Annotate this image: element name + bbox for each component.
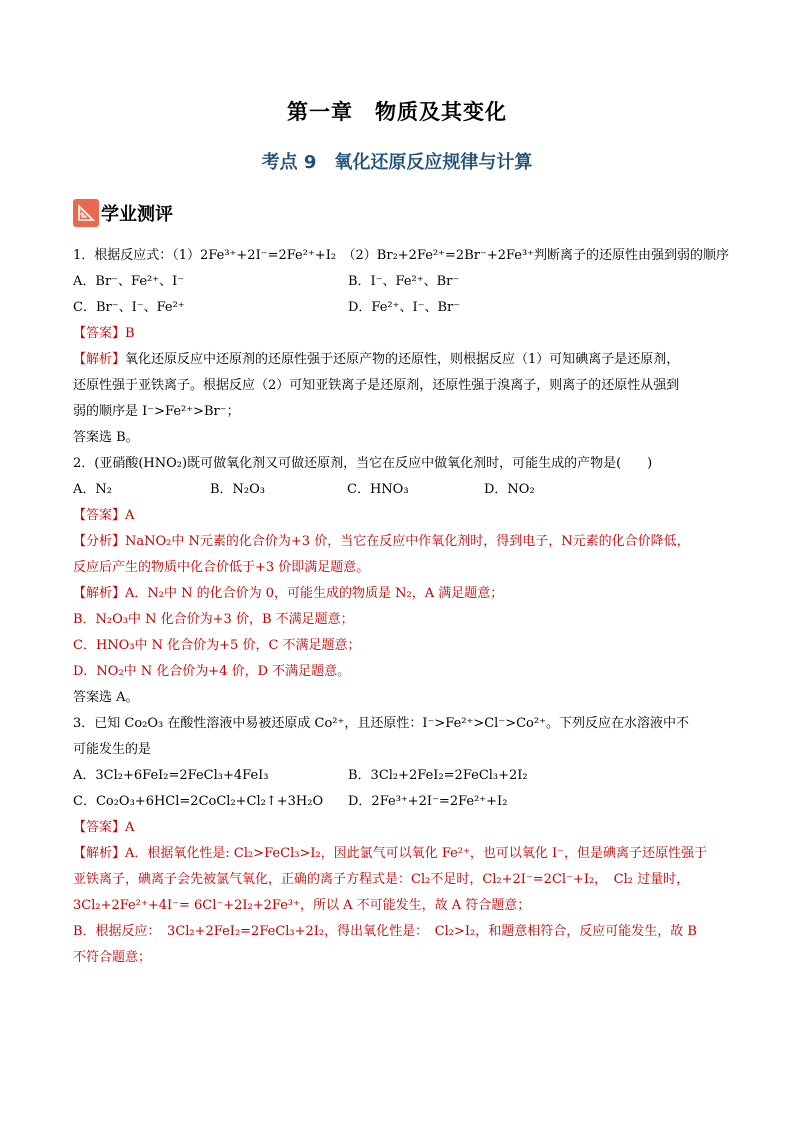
option-d: D．Fe²⁺、I⁻、Br⁻ bbox=[348, 300, 461, 315]
option-a: A．Br⁻、Fe²⁺、I⁻ bbox=[73, 274, 185, 289]
question-1-options-row-2 bbox=[73, 295, 723, 321]
question-1-analysis-3: 弱的顺序是 I⁻>Fe²⁺>Br⁻； bbox=[73, 404, 240, 419]
option-a: A．3Cl₂+6FeI₂=2FeCl₃+4FeI₃ bbox=[73, 768, 269, 783]
question-3-analysis-4: B．根据反应： 3Cl₂+2FeI₂=2FeCl₃+2I₂，得出氧化性是： Cl₂>I₂，和题意相符合，反应可能发生，故 B bbox=[73, 924, 697, 939]
question-2-answer: 【答案】A bbox=[73, 508, 135, 523]
question-1-stem: 1．根据反应式：（1）2Fe³⁺+2I⁻=2Fe²⁺+I₂ （2）Br₂+2Fe²⁺=2Br⁻+2Fe³⁺判断离子的还原性由强到弱的顺序 bbox=[73, 248, 730, 263]
question-3-answer: 【答案】A bbox=[73, 820, 135, 835]
option-c: C．HNO₃ bbox=[347, 482, 409, 497]
question-1-answer: 【答案】B bbox=[73, 326, 135, 341]
question-2-options bbox=[73, 477, 723, 503]
section-title: 学业测评 bbox=[101, 204, 173, 225]
question-2-conclusion: 答案选 A。 bbox=[73, 690, 139, 705]
question-2-analysis-c: C．HNO₃中 N 化合价为+5 价，C 不满足题意； bbox=[73, 638, 361, 653]
option-d: D．2Fe³⁺+2I⁻=2Fe²⁺+I₂ bbox=[348, 794, 508, 809]
question-2-summary-1: 【分析】NaNO₂中 N元素的化合价为+3 价，当它在反应中作氧化剂时，得到电子，N元素的化合价降低， bbox=[73, 534, 690, 549]
option-a: A．N₂ bbox=[73, 482, 112, 497]
question-content bbox=[73, 243, 730, 971]
section-header bbox=[73, 198, 173, 228]
question-3-stem-2: 可能发生的是 bbox=[73, 742, 152, 757]
option-d: D．NO₂ bbox=[484, 482, 535, 497]
option-c: C．Co₂O₃+6HCl=2CoCl₂+Cl₂↑+3H₂O bbox=[73, 794, 324, 809]
question-2-stem: 2．(亚硝酸(HNO₂)既可做氧化剂又可做还原剂，当它在反应中做氧化剂时，可能生成的产物是( ) bbox=[73, 456, 653, 471]
question-3-options-row-1 bbox=[73, 763, 723, 789]
ruler-triangle-icon bbox=[73, 199, 99, 227]
option-c: C．Br⁻、I⁻、Fe²⁺ bbox=[73, 300, 185, 315]
question-1-analysis-1: 【解析】氧化还原反应中还原剂的还原性强于还原产物的还原性，则根据反应（1）可知碘离子是还原剂， bbox=[73, 352, 680, 367]
question-3-analysis-5: 不符合题意； bbox=[73, 950, 152, 965]
question-2-analysis-d: D．NO₂中 N 化合价为+4 价，D 不满足题意。 bbox=[73, 664, 351, 679]
question-2-analysis-b: B．N₂O₃中 N 化合价为+3 价，B 不满足题意； bbox=[73, 612, 354, 627]
question-3-stem-1: 3．已知 Co₂O₃ 在酸性溶液中易被还原成 Co²⁺，且还原性：I⁻>Fe²⁺>Cl⁻>Co²⁺。下列反应在水溶液中不 bbox=[73, 716, 689, 731]
question-2-analysis-a: 【解析】A．N₂中 N 的化合价为 0，可能生成的物质是 N₂，A 满足题意； bbox=[73, 586, 504, 601]
question-1-options-row-1 bbox=[73, 269, 723, 295]
question-1-conclusion: 答案选 B。 bbox=[73, 430, 139, 445]
option-b: B．N₂O₃ bbox=[210, 482, 266, 497]
option-b: B．3Cl₂+2FeI₂=2FeCl₃+2I₂ bbox=[348, 768, 528, 783]
question-3-options-row-2 bbox=[73, 789, 723, 815]
topic-title: 考点 9 氧化还原反应规律与计算 bbox=[261, 152, 533, 173]
question-3-analysis-3: 3Cl₂+2Fe²⁺+4I⁻= 6Cl⁻+2I₂+2Fe³⁺，所以 A 不可能发生，故 A 符合题意； bbox=[73, 898, 531, 913]
question-2-summary-2: 反应后产生的物质中化合价低于+3 价即满足题意。 bbox=[73, 560, 370, 575]
question-3-analysis-2: 亚铁离子，碘离子会先被氯气氧化，正确的离子方程式是：Cl₂不足时，Cl₂+2I⁻=2Cl⁻+I₂， Cl₂ 过量时， bbox=[73, 872, 690, 887]
question-3-analysis-1: 【解析】A．根据氧化性是: Cl₂>FeCl₃>I₂，因此氯气可以氧化 Fe²⁺，也可以氧化 I⁻，但是碘离子还原性强于 bbox=[73, 846, 708, 861]
option-b: B．I⁻、Fe²⁺、Br⁻ bbox=[348, 274, 460, 289]
chapter-title: 第一章 物质及其变化 bbox=[287, 100, 507, 124]
question-1-analysis-2: 还原性强于亚铁离子。根据反应（2）可知亚铁离子是还原剂，还原性强于溴离子，则离子的还原性从强到 bbox=[73, 378, 680, 393]
